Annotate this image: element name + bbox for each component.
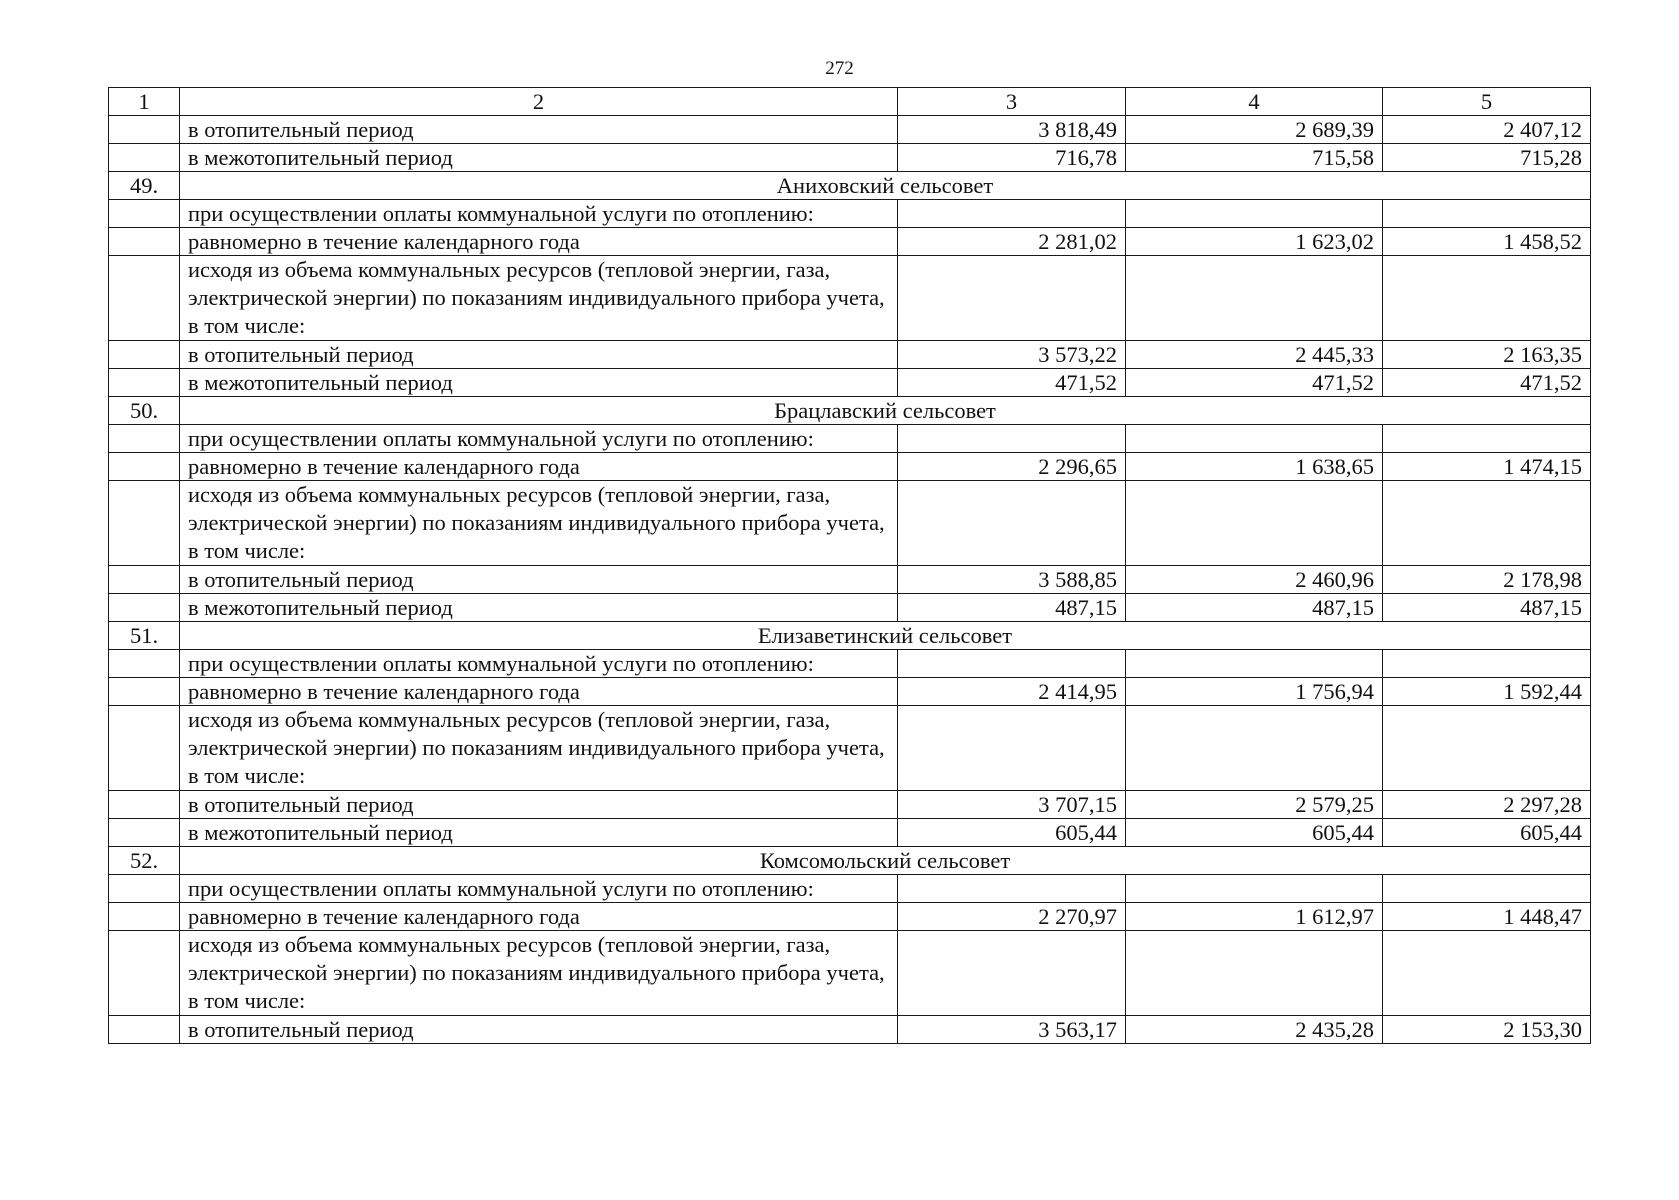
value-col-4 — [1126, 875, 1383, 903]
value-col-5: 1 474,15 — [1383, 453, 1591, 481]
table-body — [109, 88, 1591, 1044]
heating-period-row — [109, 341, 1591, 369]
meter-payment-row — [109, 481, 1591, 566]
value-col-4: 2 689,39 — [1126, 116, 1383, 144]
section-number: 49. — [109, 172, 180, 200]
value-col-5: 715,28 — [1383, 144, 1591, 172]
value-col-3 — [898, 875, 1126, 903]
row-number-empty — [109, 566, 180, 594]
row-number-empty — [109, 425, 180, 453]
row-number-empty — [109, 1016, 180, 1044]
section-title-row — [109, 847, 1591, 875]
value-col-4: 715,58 — [1126, 144, 1383, 172]
value-col-4 — [1126, 650, 1383, 678]
row-number-empty — [109, 594, 180, 622]
value-col-4: 471,52 — [1126, 369, 1383, 397]
section-title: Комсомольский сельсовет — [180, 847, 1591, 875]
payment-method-row — [109, 650, 1591, 678]
value-col-4: 1 756,94 — [1126, 678, 1383, 706]
row-label: равномерно в течение календарного года — [180, 453, 898, 481]
value-col-3 — [898, 425, 1126, 453]
row-label: в отопительный период — [180, 341, 898, 369]
value-col-5: 487,15 — [1383, 594, 1591, 622]
row-label: в межотопительный период — [180, 369, 898, 397]
value-col-5: 605,44 — [1383, 819, 1591, 847]
row-label: равномерно в течение календарного года — [180, 228, 898, 256]
value-col-5: 2 163,35 — [1383, 341, 1591, 369]
meter-payment-row — [109, 931, 1591, 1016]
row-label: в отопительный период — [180, 566, 898, 594]
section-number: 52. — [109, 847, 180, 875]
section-number: 50. — [109, 397, 180, 425]
row-number-empty — [109, 144, 180, 172]
heating-period-row — [109, 1016, 1591, 1044]
heating-period-row — [109, 791, 1591, 819]
section-title: Брацлавский сельсовет — [180, 397, 1591, 425]
value-col-3: 2 296,65 — [898, 453, 1126, 481]
value-col-4: 2 435,28 — [1126, 1016, 1383, 1044]
value-col-4: 1 623,02 — [1126, 228, 1383, 256]
header-col-2: 2 — [180, 88, 898, 116]
uniform-payment-row — [109, 678, 1591, 706]
row-number-empty — [109, 678, 180, 706]
row-number-empty — [109, 116, 180, 144]
row-label: в межотопительный период — [180, 819, 898, 847]
value-col-5: 1 592,44 — [1383, 678, 1591, 706]
value-col-4 — [1126, 481, 1383, 566]
row-number-empty — [109, 706, 180, 791]
uniform-payment-row — [109, 903, 1591, 931]
row-number-empty — [109, 903, 180, 931]
value-col-5 — [1383, 425, 1591, 453]
value-col-5 — [1383, 706, 1591, 791]
value-col-5: 1 458,52 — [1383, 228, 1591, 256]
value-col-5: 2 178,98 — [1383, 566, 1591, 594]
row-label: исходя из объема коммунальных ресурсов (тепловой энергии, газа, электрической энергии) по показаниям индивидуального прибора учета, в том числе: — [180, 706, 898, 791]
value-col-4: 2 445,33 — [1126, 341, 1383, 369]
row-number-empty — [109, 341, 180, 369]
value-col-3 — [898, 706, 1126, 791]
header-col-1: 1 — [109, 88, 180, 116]
value-col-3: 3 573,22 — [898, 341, 1126, 369]
tariff-table — [108, 87, 1591, 1044]
payment-method-row — [109, 200, 1591, 228]
row-label: при осуществлении оплаты коммунальной услуги по отоплению: — [180, 875, 898, 903]
row-number-empty — [109, 453, 180, 481]
section-title: Елизаветинский сельсовет — [180, 622, 1591, 650]
value-col-4: 2 460,96 — [1126, 566, 1383, 594]
value-col-4: 487,15 — [1126, 594, 1383, 622]
off-heating-period-row — [109, 369, 1591, 397]
value-col-3: 2 281,02 — [898, 228, 1126, 256]
value-col-5 — [1383, 931, 1591, 1016]
row-label: в отопительный период — [180, 1016, 898, 1044]
value-col-3 — [898, 650, 1126, 678]
value-col-3 — [898, 931, 1126, 1016]
value-col-3: 471,52 — [898, 369, 1126, 397]
value-col-4: 1 612,97 — [1126, 903, 1383, 931]
value-col-3: 3 818,49 — [898, 116, 1126, 144]
value-col-3: 716,78 — [898, 144, 1126, 172]
off-heating-period-row — [109, 594, 1591, 622]
off-heating-period-row — [109, 819, 1591, 847]
row-label: при осуществлении оплаты коммунальной услуги по отоплению: — [180, 200, 898, 228]
value-col-4 — [1126, 425, 1383, 453]
value-col-5: 1 448,47 — [1383, 903, 1591, 931]
value-col-4: 605,44 — [1126, 819, 1383, 847]
section-number: 51. — [109, 622, 180, 650]
row-label: исходя из объема коммунальных ресурсов (тепловой энергии, газа, электрической энергии) по показаниям индивидуального прибора учета, в том числе: — [180, 931, 898, 1016]
row-label: в отопительный период — [180, 116, 898, 144]
row-number-empty — [109, 650, 180, 678]
row-label: при осуществлении оплаты коммунальной услуги по отоплению: — [180, 425, 898, 453]
table-row — [109, 144, 1591, 172]
value-col-3 — [898, 200, 1126, 228]
uniform-payment-row — [109, 228, 1591, 256]
value-col-3: 3 563,17 — [898, 1016, 1126, 1044]
value-col-3: 2 270,97 — [898, 903, 1126, 931]
payment-method-row — [109, 425, 1591, 453]
row-number-empty — [109, 200, 180, 228]
value-col-5 — [1383, 256, 1591, 341]
value-col-5: 2 297,28 — [1383, 791, 1591, 819]
payment-method-row — [109, 875, 1591, 903]
meter-payment-row — [109, 256, 1591, 341]
header-col-3: 3 — [898, 88, 1126, 116]
row-label: при осуществлении оплаты коммунальной услуги по отоплению: — [180, 650, 898, 678]
value-col-3: 3 707,15 — [898, 791, 1126, 819]
section-title-row — [109, 397, 1591, 425]
value-col-5 — [1383, 481, 1591, 566]
value-col-3 — [898, 481, 1126, 566]
value-col-3: 2 414,95 — [898, 678, 1126, 706]
header-col-5: 5 — [1383, 88, 1591, 116]
heating-period-row — [109, 566, 1591, 594]
row-number-empty — [109, 875, 180, 903]
row-label: в отопительный период — [180, 791, 898, 819]
value-col-5: 2 407,12 — [1383, 116, 1591, 144]
page-number: 272 — [825, 58, 854, 79]
row-label: в межотопительный период — [180, 594, 898, 622]
row-number-empty — [109, 931, 180, 1016]
row-label: исходя из объема коммунальных ресурсов (тепловой энергии, газа, электрической энергии) по показаниям индивидуального прибора учета, в том числе: — [180, 481, 898, 566]
value-col-4 — [1126, 256, 1383, 341]
meter-payment-row — [109, 706, 1591, 791]
value-col-4 — [1126, 706, 1383, 791]
value-col-4 — [1126, 931, 1383, 1016]
section-title-row — [109, 172, 1591, 200]
table-row — [109, 116, 1591, 144]
value-col-5 — [1383, 200, 1591, 228]
row-label: в межотопительный период — [180, 144, 898, 172]
uniform-payment-row — [109, 453, 1591, 481]
value-col-5: 2 153,30 — [1383, 1016, 1591, 1044]
row-number-empty — [109, 256, 180, 341]
section-title-row — [109, 622, 1591, 650]
header-row — [109, 88, 1591, 116]
row-number-empty — [109, 791, 180, 819]
value-col-5 — [1383, 875, 1591, 903]
value-col-4: 1 638,65 — [1126, 453, 1383, 481]
value-col-3: 3 588,85 — [898, 566, 1126, 594]
row-number-empty — [109, 481, 180, 566]
value-col-4 — [1126, 200, 1383, 228]
value-col-5 — [1383, 650, 1591, 678]
section-title: Аниховский сельсовет — [180, 172, 1591, 200]
row-label: исходя из объема коммунальных ресурсов (тепловой энергии, газа, электрической энергии) по показаниям индивидуального прибора учета, в том числе: — [180, 256, 898, 341]
header-col-4: 4 — [1126, 88, 1383, 116]
row-number-empty — [109, 819, 180, 847]
value-col-3: 605,44 — [898, 819, 1126, 847]
row-number-empty — [109, 228, 180, 256]
value-col-5: 471,52 — [1383, 369, 1591, 397]
row-number-empty — [109, 369, 180, 397]
value-col-4: 2 579,25 — [1126, 791, 1383, 819]
value-col-3 — [898, 256, 1126, 341]
row-label: равномерно в течение календарного года — [180, 903, 898, 931]
value-col-3: 487,15 — [898, 594, 1126, 622]
row-label: равномерно в течение календарного года — [180, 678, 898, 706]
